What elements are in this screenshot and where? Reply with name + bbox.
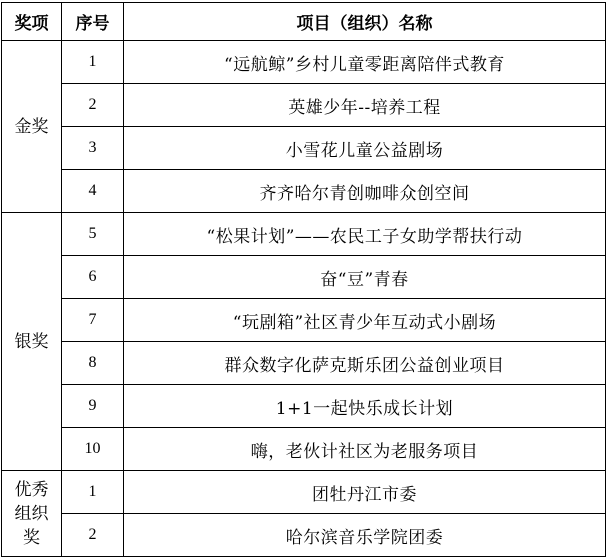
table-row <box>2 127 606 170</box>
project-name: 群众数字化萨克斯乐团公益创业项目 <box>124 342 606 385</box>
table-row <box>2 299 606 342</box>
project-name: “松果计划”——农民工子女助学帮扶行动 <box>124 213 606 256</box>
awards-table <box>1 2 606 557</box>
project-name: 哈尔滨音乐学院团委 <box>124 514 606 557</box>
award-category-gold: 金奖 <box>2 41 62 213</box>
project-name: 团牡丹江市委 <box>124 471 606 514</box>
row-number: 4 <box>62 170 124 213</box>
row-number: 2 <box>62 514 124 557</box>
award-category-excellent-organization: 优秀组织奖 <box>2 471 62 557</box>
header-award: 奖项 <box>2 3 62 41</box>
header-number: 序号 <box>62 3 124 41</box>
project-name: “远航鲸”乡村儿童零距离陪伴式教育 <box>124 41 606 84</box>
project-name: 嗨，老伙计社区为老服务项目 <box>124 428 606 471</box>
table-row <box>2 471 606 514</box>
table-row <box>2 256 606 299</box>
header-row <box>2 3 606 41</box>
row-number: 2 <box>62 84 124 127</box>
project-name: 1+1一起快乐成长计划 <box>124 385 606 428</box>
row-number: 1 <box>62 41 124 84</box>
project-name: 小雪花儿童公益剧场 <box>124 127 606 170</box>
row-number: 3 <box>62 127 124 170</box>
row-number: 9 <box>62 385 124 428</box>
table-row <box>2 342 606 385</box>
project-name: “玩剧箱”社区青少年互动式小剧场 <box>124 299 606 342</box>
row-number: 7 <box>62 299 124 342</box>
table-row <box>2 170 606 213</box>
row-number: 1 <box>62 471 124 514</box>
table-row <box>2 213 606 256</box>
project-name: 奋“豆”青春 <box>124 256 606 299</box>
row-number: 5 <box>62 213 124 256</box>
table-row <box>2 514 606 557</box>
award-category-silver: 银奖 <box>2 213 62 471</box>
row-number: 6 <box>62 256 124 299</box>
table-row <box>2 428 606 471</box>
row-number: 8 <box>62 342 124 385</box>
table-row <box>2 84 606 127</box>
header-project-name: 项目（组织）名称 <box>124 3 606 41</box>
table-row <box>2 41 606 84</box>
project-name: 齐齐哈尔青创咖啡众创空间 <box>124 170 606 213</box>
project-name: 英雄少年--培养工程 <box>124 84 606 127</box>
table-row <box>2 385 606 428</box>
row-number: 10 <box>62 428 124 471</box>
